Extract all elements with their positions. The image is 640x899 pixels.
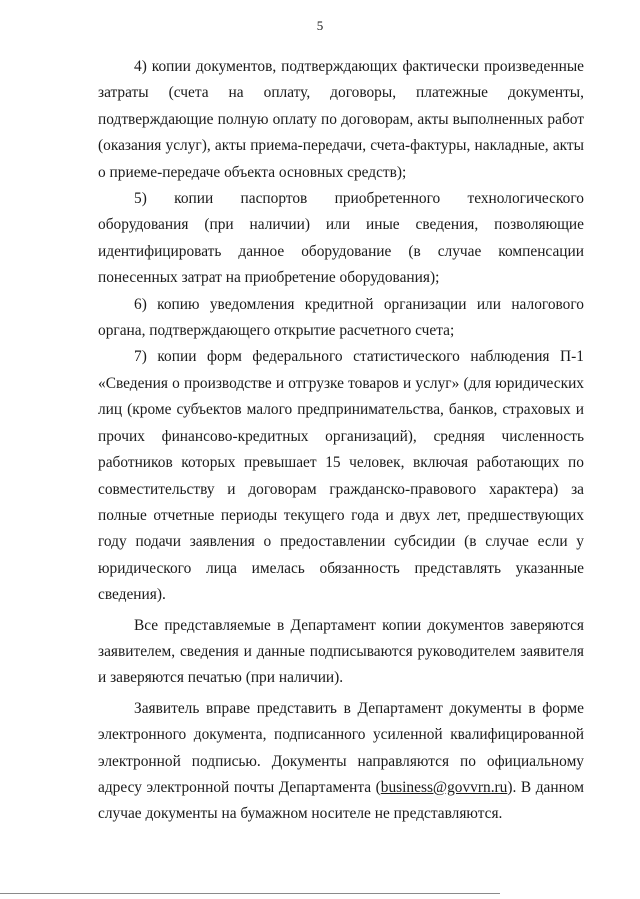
paragraph-item-5: 5) копии паспортов приобретенного технологического оборудования (при наличии) или иные сведения, позволяющие идентифицировать данное оборудование (в случае компенсации понесенных затрат на приобретение оборудования); xyxy=(98,190,584,287)
electronic-text-after: ). В данном случае документы на бумажном носителе не представляются. xyxy=(98,778,584,823)
electronic-text-before: Заявитель вправе представить в Департамент документы в форме электронного документа, подписанного усиленной квалифицированной электронной подписью. Документы направляются по официальному адресу электронной почты Департамента ( xyxy=(98,699,584,796)
document-body xyxy=(98,54,584,828)
paragraph-item-6: 6) копию уведомления кредитной организации или налогового органа, подтверждающего открытие расчетного счета; xyxy=(98,295,584,340)
paragraph-item-4: 4) копии документов, подтверждающих фактически произведенные затраты (счета на оплату, договоры, платежные документы, подтверждающие полную оплату по договорам, акты выполненных работ (оказания услуг), акты приема-передачи, счета-фактуры, накладные, акты о приеме-передаче объекта основных средств); xyxy=(98,58,584,181)
paragraph-electronic-submission xyxy=(98,696,584,828)
page-number: 5 xyxy=(316,18,324,33)
page-bottom-rule xyxy=(0,893,500,894)
email-link[interactable]: business@govvrn.ru xyxy=(380,778,508,796)
paragraph-certification: Все представляемые в Департамент копии документов заверяются заявителем, сведения и данные подписываются руководителем заявителя и заверяются печатью (при наличии). xyxy=(98,616,584,687)
paragraph-item-7: 7) копии форм федерального статистического наблюдения П-1 «Сведения о производстве и отгрузке товаров и услуг» (для юридических лиц (кроме субъектов малого предпринимательства, банков, страховых и прочих финансово-кредитных организаций), средняя численность работников которых превышает 15 человек, включая работающих по совместительству и договорам гражданско-правового характера) за полные отчетные периоды текущего года и двух лет, предшествующих году подачи заявления о предоставлении субсидии (в случае если у юридического лица имелась обязанность представлять указанные сведения). xyxy=(98,348,584,604)
